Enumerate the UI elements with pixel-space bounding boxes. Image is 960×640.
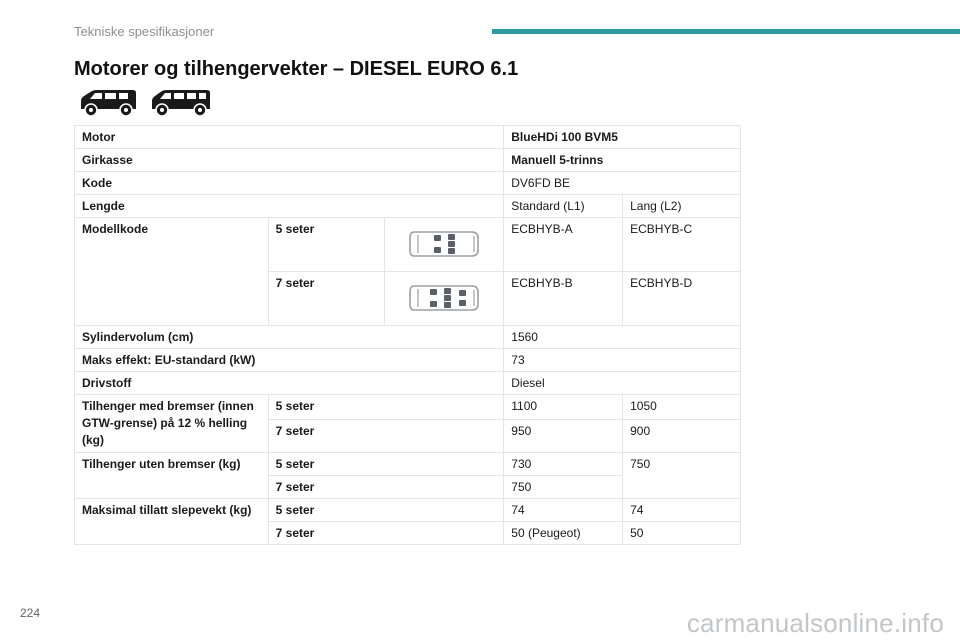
table-row bbox=[75, 372, 741, 395]
seats-label: 7 seter bbox=[268, 420, 504, 453]
section-header: Tekniske spesifikasjoner bbox=[74, 24, 215, 39]
row-value: Diesel bbox=[504, 372, 741, 395]
page-title: Motorer og tilhengervekter – DIESEL EURO 6.1 bbox=[74, 58, 519, 80]
table-row bbox=[75, 326, 741, 349]
van-long-icon bbox=[150, 88, 212, 118]
table-row bbox=[75, 499, 741, 522]
weight-value: 950 bbox=[504, 420, 623, 453]
seat-layout-7-icon bbox=[406, 278, 482, 318]
row-label: Sylindervolum (cm) bbox=[75, 326, 504, 349]
length-l1: Standard (L1) bbox=[504, 195, 623, 218]
weight-value: 74 bbox=[504, 499, 623, 522]
model-code: ECBHYB-A bbox=[504, 218, 623, 272]
row-label: Maks effekt: EU-standard (kW) bbox=[75, 349, 504, 372]
seats-label: 5 seter bbox=[268, 218, 385, 272]
row-label: Drivstoff bbox=[75, 372, 504, 395]
model-code: ECBHYB-C bbox=[623, 218, 741, 272]
page-number: 224 bbox=[20, 606, 41, 620]
row-label: Girkasse bbox=[75, 149, 504, 172]
row-value: DV6FD BE bbox=[504, 172, 741, 195]
length-l2: Lang (L2) bbox=[623, 195, 741, 218]
weight-value: 730 bbox=[504, 453, 623, 476]
row-label: Tilhenger uten bremser (kg) bbox=[75, 453, 269, 499]
model-code: ECBHYB-B bbox=[504, 272, 623, 326]
table-row bbox=[75, 149, 741, 172]
weight-value: 900 bbox=[623, 420, 741, 453]
spec-table bbox=[74, 125, 741, 545]
row-label: Motor bbox=[75, 126, 504, 149]
seat-layout-5-icon bbox=[406, 224, 482, 264]
van-short-icon bbox=[78, 88, 140, 118]
table-row bbox=[75, 395, 741, 420]
row-label: Lengde bbox=[75, 195, 504, 218]
row-label: Tilhenger med bremser (innen GTW-grense) på 12 % helling (kg) bbox=[75, 395, 269, 453]
row-value: 1560 bbox=[504, 326, 741, 349]
seats-label: 5 seter bbox=[268, 453, 504, 476]
table-row bbox=[75, 349, 741, 372]
weight-value: 74 bbox=[623, 499, 741, 522]
weight-value: 750 bbox=[504, 476, 623, 499]
row-value: Manuell 5-trinns bbox=[504, 149, 741, 172]
model-code: ECBHYB-D bbox=[623, 272, 741, 326]
weight-value: 50 (Peugeot) bbox=[504, 522, 623, 545]
weight-value: 1050 bbox=[623, 395, 741, 420]
header-accent-bar bbox=[492, 29, 960, 34]
weight-value: 50 bbox=[623, 522, 741, 545]
table-row bbox=[75, 195, 741, 218]
table-row bbox=[75, 453, 741, 476]
row-label: Kode bbox=[75, 172, 504, 195]
row-label: Maksimal tillatt slepevekt (kg) bbox=[75, 499, 269, 545]
weight-value: 1100 bbox=[504, 395, 623, 420]
watermark: carmanualsonline.info bbox=[686, 608, 944, 638]
row-label: Modellkode bbox=[75, 218, 269, 326]
seats-label: 5 seter bbox=[268, 499, 504, 522]
seats-label: 7 seter bbox=[268, 476, 504, 499]
row-value: BlueHDi 100 BVM5 bbox=[504, 126, 741, 149]
table-row bbox=[75, 172, 741, 195]
weight-value: 750 bbox=[623, 453, 741, 499]
seats-label: 7 seter bbox=[268, 522, 504, 545]
seats-label: 7 seter bbox=[268, 272, 385, 326]
table-row bbox=[75, 218, 741, 272]
row-value: 73 bbox=[504, 349, 741, 372]
table-row bbox=[75, 126, 741, 149]
seats-label: 5 seter bbox=[268, 395, 504, 420]
